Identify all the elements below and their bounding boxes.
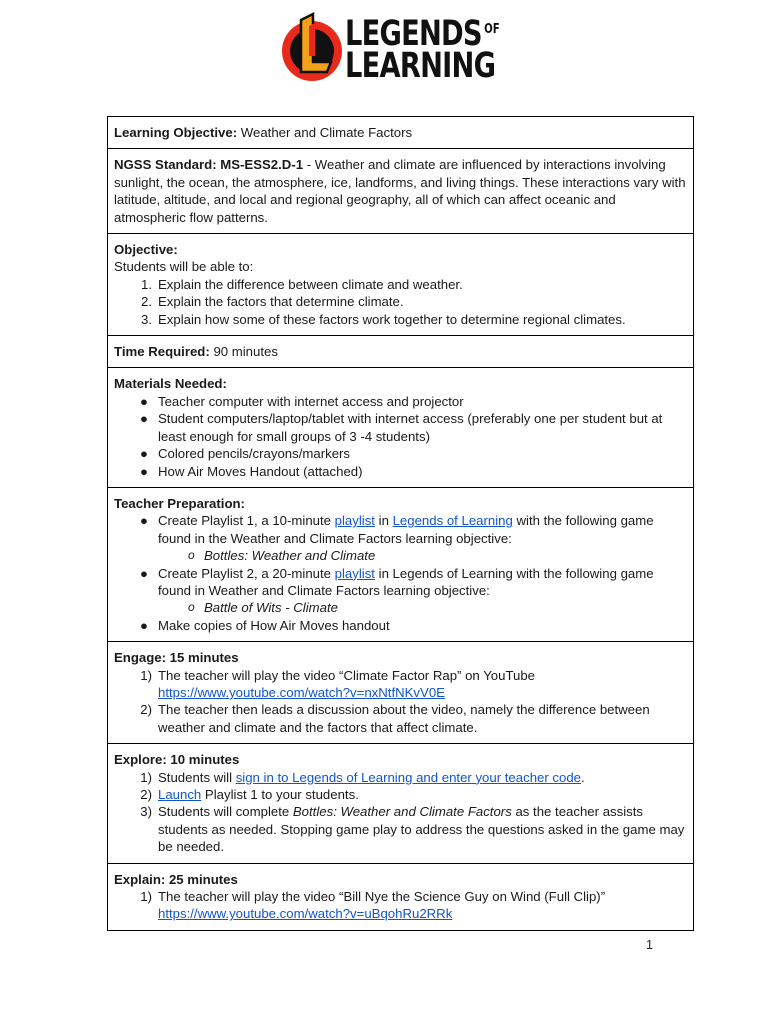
sign-in-link[interactable]: sign in to Legends of Learning and enter your teacher code	[235, 769, 582, 785]
time-value: 90 minutes	[213, 344, 278, 360]
bullet-icon: ●	[140, 463, 148, 479]
list-item	[114, 410, 687, 445]
list-item	[114, 293, 687, 310]
explore-label: Explore: 10 minutes	[114, 752, 240, 768]
teacher-preparation-row	[108, 487, 694, 641]
learning-objective-value: Weather and Climate Factors	[240, 125, 413, 140]
list-item	[114, 445, 687, 462]
ngss-text: - Weather and climate are influenced by interactions involving sunlight, the ocean, the atmosphere, ice, landforms, and living things. These interactions vary with latitude, altitude, and local and regional geography, all of which can affect oceanic and atmospheric flow patterns.	[114, 157, 686, 225]
game-title: Bottles: Weather and Climate	[204, 548, 376, 564]
sub-list-item	[114, 547, 687, 564]
list-item-text: Make copies of How Air Moves handout	[158, 617, 390, 633]
youtube-link[interactable]: https://www.youtube.com/watch?v=uBqohRu2RRk	[158, 906, 453, 922]
list-item-text: Explain the factors that determine climate.	[158, 294, 404, 310]
legends-of-learning-link[interactable]: Legends of Learning	[392, 513, 513, 529]
list-item-text: How Air Moves Handout (attached)	[158, 463, 363, 479]
explore-row	[108, 744, 694, 863]
objective-row	[108, 234, 694, 336]
list-item	[114, 565, 687, 600]
engage-label: Engage: 15 minutes	[114, 650, 239, 666]
explain-row	[108, 863, 694, 930]
sub-list-item	[114, 599, 687, 616]
ngss-row	[108, 149, 694, 234]
time-required-row	[108, 336, 694, 368]
engage-row	[108, 642, 694, 744]
sub-bullet-icon: o	[188, 548, 195, 563]
list-number: 2)	[140, 787, 152, 802]
text: Playlist 1 to your students.	[201, 787, 359, 802]
list-item	[114, 617, 687, 634]
objective-intro: Students will be able to:	[114, 259, 254, 275]
youtube-link[interactable]: https://www.youtube.com/watch?v=nxNtfNKvV0E	[158, 684, 445, 700]
list-number: 3)	[140, 804, 152, 820]
list-item	[114, 393, 687, 410]
list-number: 1)	[140, 889, 152, 905]
list-item	[114, 786, 687, 803]
list-item-text: The teacher will play the video “Bill Nye the Science Guy on Wind (Full Clip)”	[158, 889, 606, 905]
list-number: 1)	[140, 667, 152, 683]
list-number: 1)	[140, 769, 152, 785]
bullet-icon: ●	[140, 411, 148, 427]
list-item	[114, 667, 687, 702]
logo-emblem-icon	[279, 6, 349, 88]
bullet-icon: ●	[140, 393, 148, 409]
list-item-text: Colored pencils/crayons/markers	[158, 446, 351, 462]
prep-label: Teacher Preparation:	[114, 495, 245, 511]
ngss-label: NGSS Standard: MS-ESS2.D-1	[114, 157, 304, 173]
text: with the following game found in the Weather and Climate Factors learning objective:	[158, 513, 654, 546]
list-item	[114, 276, 687, 293]
list-item-text: Student computers/laptop/tablet with internet access (preferably one per student but at least enough for small groups of 3 -4 students)	[158, 411, 663, 444]
materials-row	[108, 368, 694, 487]
time-label: Time Required:	[114, 344, 210, 360]
text: Students will	[158, 769, 236, 785]
bullet-icon: ●	[140, 565, 148, 581]
bullet-icon: ●	[140, 446, 148, 462]
explain-label: Explain: 25 minutes	[114, 871, 238, 887]
text: in Legends of Learning with the following game found in Weather and Climate Factors learning objective:	[158, 565, 654, 598]
list-number: 3.	[141, 311, 152, 327]
logo-line-1: LEGENDS	[345, 14, 482, 54]
materials-label: Materials Needed:	[114, 376, 227, 392]
list-item-text: Teacher computer with internet access and projector	[158, 393, 464, 409]
list-number: 2.	[141, 294, 152, 310]
logo-of: OF	[484, 22, 500, 37]
list-item	[114, 512, 687, 547]
text: .	[581, 769, 585, 785]
launch-link[interactable]: Launch	[158, 787, 202, 802]
list-item-text: The teacher then leads a discussion about the video, namely the difference between weather and climate and the factors that affect climate.	[158, 702, 650, 735]
list-item	[114, 888, 687, 923]
list-item-text: Explain how some of these factors work together to determine regional climates.	[158, 311, 626, 327]
logo-line-2: LEARNING	[345, 46, 496, 86]
legends-of-learning-logo	[279, 6, 500, 88]
list-item-text: The teacher will play the video “Climate Factor Rap” on YouTube	[158, 667, 536, 683]
game-title: Battle of Wits - Climate	[204, 600, 338, 616]
logo-wordmark	[345, 14, 543, 86]
playlist-link[interactable]: playlist	[334, 565, 375, 581]
list-item	[114, 311, 687, 328]
list-item	[114, 769, 687, 786]
bullet-icon: ●	[140, 513, 148, 529]
list-item-text: Explain the difference between climate and weather.	[158, 276, 463, 292]
text: Students will complete	[158, 804, 293, 820]
text: Create Playlist 1, a 10-minute	[158, 513, 335, 529]
text: Create Playlist 2, a 20-minute	[158, 565, 335, 581]
text: as the teacher assists students as needed. Stopping game play to address the questions asked in the game may be needed.	[158, 804, 685, 855]
learning-objective-label: Learning Objective:	[114, 125, 238, 140]
bullet-icon: ●	[140, 617, 148, 633]
list-item	[114, 803, 687, 855]
learning-objective-row	[108, 117, 694, 149]
lesson-plan-table	[107, 116, 694, 931]
list-number: 1.	[141, 276, 152, 292]
text: in	[374, 513, 393, 529]
playlist-link[interactable]: playlist	[334, 513, 375, 529]
list-item	[114, 701, 687, 736]
list-item	[114, 463, 687, 480]
objective-label: Objective:	[114, 242, 178, 258]
list-number: 2)	[140, 702, 152, 718]
game-title: Bottles: Weather and Climate Factors	[292, 804, 512, 820]
page-number: 1	[646, 938, 653, 952]
sub-bullet-icon: o	[188, 600, 195, 615]
